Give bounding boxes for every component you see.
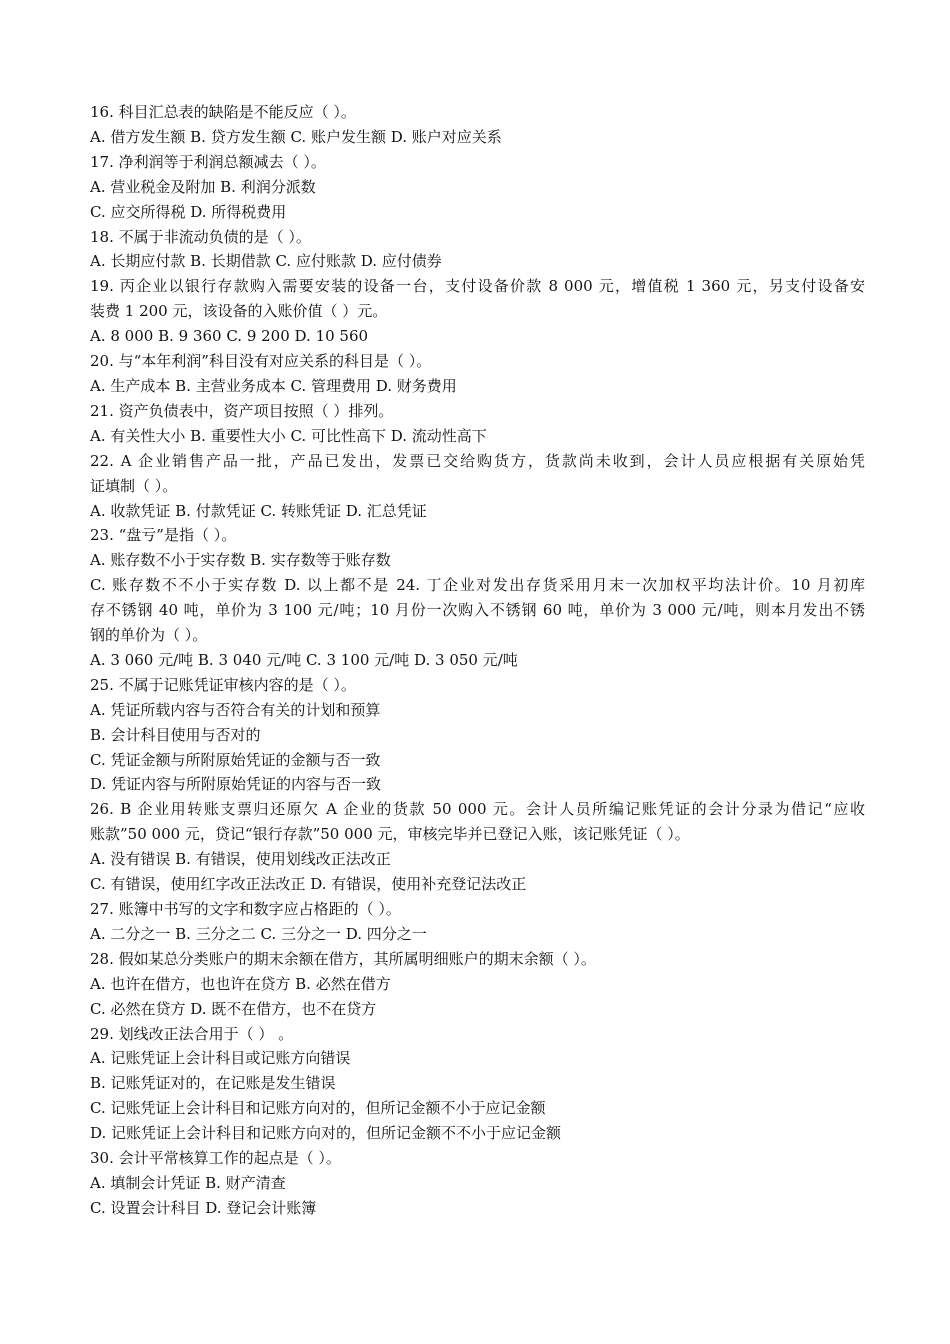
question-26-stem-line-2: 账款”50 000 元，贷记“银行存款”50 000 元，审核完毕并已登记入账，该记账凭证（ ）。 xyxy=(90,825,690,844)
question-29-option-b: B. 记账凭证对的，在记账是发生错误 xyxy=(90,1074,336,1093)
question-20-stem: 20. 与“本年利润”科目没有对应关系的科目是（ ）。 xyxy=(90,352,432,371)
question-29-stem: 29. 划线改正法合用于（ ） 。 xyxy=(90,1024,294,1043)
question-28-options-cd: C. 必然在贷方 D. 既不在借方，也不在贷方 xyxy=(90,999,377,1018)
question-19-stem-line-1: 19. 丙企业以银行存款购入需要安装的设备一台，支付设备价款 8 000 元，增值税 1 360 元，另支付设备安 xyxy=(90,277,865,296)
question-23-options-cd-question-24-stem: C. 账存数不不小于实存数 D. 以上都不是 24. 丁企业对发出存货采用月末一次加权平均法计价。10 月初库 xyxy=(90,576,865,595)
question-22-options: A. 收款凭证 B. 付款凭证 C. 转账凭证 D. 汇总凭证 xyxy=(90,501,427,520)
question-29-option-c: C. 记账凭证上会计科目和记账方向对的，但所记金额不小于应记金额 xyxy=(90,1099,546,1118)
question-24-stem-line-2: 存不锈钢 40 吨，单价为 3 100 元/吨；10 月份一次购入不锈钢 60 吨，单价为 3 000 元/吨，则本月发出不锈 xyxy=(90,601,865,620)
question-26-options-cd: C. 有错误，使用红字改正法改正 D. 有错误，使用补充登记法改正 xyxy=(90,875,527,894)
question-18-stem: 18. 不属于非流动负债的是（ ）。 xyxy=(90,227,311,246)
question-25-option-b: B. 会计科目使用与否对的 xyxy=(90,725,261,744)
question-29-option-d: D. 记账凭证上会计科目和记账方向对的，但所记金额不不小于应记金额 xyxy=(90,1124,562,1143)
question-18-options: A. 长期应付款 B. 长期借款 C. 应付账款 D. 应付债券 xyxy=(90,252,442,271)
question-28-options-ab: A. 也许在借方，也也许在贷方 B. 必然在借方 xyxy=(90,974,391,993)
question-20-options: A. 生产成本 B. 主营业务成本 C. 管理费用 D. 财务费用 xyxy=(90,376,457,395)
question-25-option-a: A. 凭证所载内容与否符合有关的计划和预算 xyxy=(90,700,381,719)
question-24-options: A. 3 060 元/吨 B. 3 040 元/吨 C. 3 100 元/吨 D. 3 050 元/吨 xyxy=(90,650,518,669)
question-17-stem: 17. 净利润等于利润总额减去（ ）。 xyxy=(90,152,326,171)
question-25-stem: 25. 不属于记账凭证审核内容的是（ ）。 xyxy=(90,675,356,694)
question-28-stem: 28. 假如某总分类账户的期末余额在借方，其所属明细账户的期末余额（ ）。 xyxy=(90,949,596,968)
question-16-options: A. 借方发生额 B. 贷方发生额 C. 账户发生额 D. 账户对应关系 xyxy=(90,127,502,146)
question-19-stem-line-2: 装费 1 200 元，该设备的入账价值（ ）元。 xyxy=(90,302,388,321)
question-30-stem: 30. 会计平常核算工作的起点是（ ）。 xyxy=(90,1149,341,1168)
question-22-stem-line-2: 证填制（ ）。 xyxy=(90,476,178,495)
question-30-options-ab: A. 填制会计凭证 B. 财产清查 xyxy=(90,1173,286,1192)
question-25-option-c: C. 凭证金额与所附原始凭证的金额与否一致 xyxy=(90,750,381,769)
question-17-options-ab: A. 营业税金及附加 B. 利润分派数 xyxy=(90,177,316,196)
question-27-stem: 27. 账簿中书写的文字和数字应占格距的（ ）。 xyxy=(90,900,401,918)
question-16-stem: 16. 科目汇总表的缺陷是不能反应（ ）。 xyxy=(90,103,356,121)
question-23-stem: 23. “盘亏”是指（ ）。 xyxy=(90,526,237,545)
question-19-options: A. 8 000 B. 9 360 C. 9 200 D. 10 560 xyxy=(90,327,369,346)
question-29-option-a: A. 记账凭证上会计科目或记账方向错误 xyxy=(90,1049,351,1068)
question-23-options-ab: A. 账存数不小于实存数 B. 实存数等于账存数 xyxy=(90,551,391,570)
document-page xyxy=(90,100,865,1221)
question-21-options: A. 有关性大小 B. 重要性大小 C. 可比性高下 D. 流动性高下 xyxy=(90,426,487,445)
question-21-stem: 21. 资产负债表中，资产项目按照（ ）排列。 xyxy=(90,401,394,420)
question-22-stem-line-1: 22. A 企业销售产品一批，产品已发出，发票已交给购货方，货款尚未收到，会计人员应根据有关原始凭 xyxy=(90,451,865,470)
question-27-options: A. 二分之一 B. 三分之二 C. 三分之一 D. 四分之一 xyxy=(90,924,427,943)
question-24-stem-line-3: 钢的单价为（ ）。 xyxy=(90,626,208,645)
question-30-options-cd: C. 设置会计科目 D. 登记会计账簿 xyxy=(90,1198,317,1217)
question-17-options-cd: C. 应交所得税 D. 所得税费用 xyxy=(90,202,287,221)
question-25-option-d: D. 凭证内容与所附原始凭证的内容与否一致 xyxy=(90,775,382,794)
question-26-options-ab: A. 没有错误 B. 有错误，使用划线改正法改正 xyxy=(90,850,391,869)
question-26-stem-line-1: 26. B 企业用转账支票归还原欠 A 企业的货款 50 000 元。会计人员所编记账凭证的会计分录为借记“应收 xyxy=(90,800,865,819)
